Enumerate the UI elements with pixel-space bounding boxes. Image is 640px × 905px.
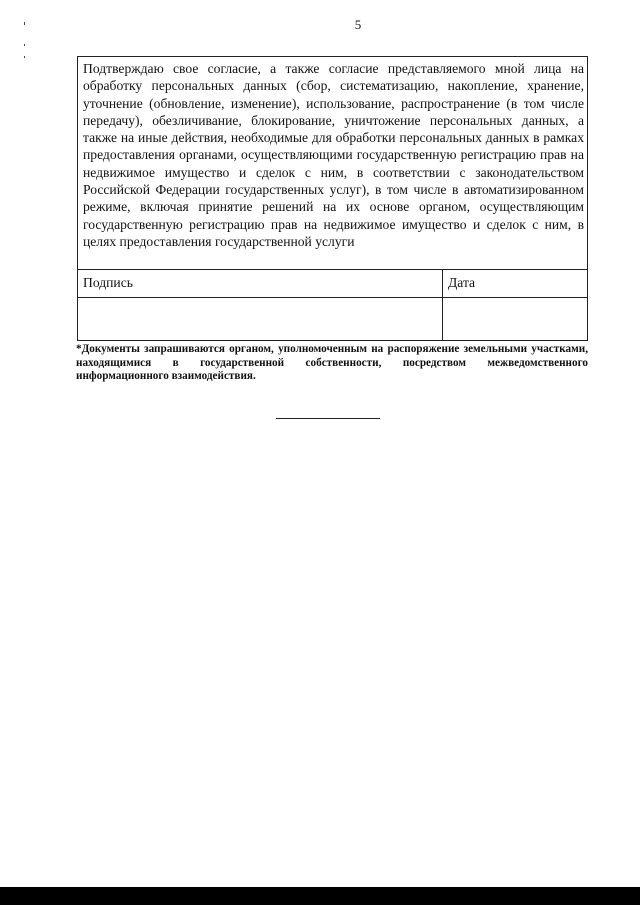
- footnote: *Документы запрашиваются органом, уполномоченным на распоряжение земельными участками, находящимися в государственной собственности, посредством межведомственного информационного взаимодействия.: [76, 343, 588, 383]
- scan-edge-bar: [0, 887, 640, 905]
- consent-table: [77, 56, 588, 341]
- signature-input-row: [78, 298, 587, 340]
- signature-label: Подпись: [78, 270, 443, 297]
- margin-mark: [24, 22, 25, 25]
- margin-mark: [24, 44, 25, 46]
- date-label: Дата: [448, 275, 476, 290]
- end-divider: [276, 418, 380, 419]
- page-number: 5: [354, 17, 362, 32]
- consent-statement: Подтверждаю свое согласие, а также согласие представляемого мной лица на обработку персональных данных (сбор, систематизацию, накопление, хранение, уточнение (обновление, изменение), использование, распространение (в том числе передачу), обезличивание, блокирование, уничтожение персональных данных, а также на иные действия, необходимые для обработки персональных данных в рамках предоставления органами, осуществляющими государственную регистрацию прав на недвижимое имущество и сделок с ним, в соответствии с законодательством Российской Федерации государственных услуг), в том числе в автоматизированном режиме, включая принятие решений на их основе органом, осуществляющим государственную регистрацию прав на недвижимое имущество и сделок с ним, в целях предоставления государственной услуги: [78, 57, 587, 270]
- date-field[interactable]: [443, 298, 587, 340]
- signature-field[interactable]: [78, 298, 443, 340]
- signature-header-row: [78, 270, 587, 298]
- margin-mark: [24, 56, 25, 58]
